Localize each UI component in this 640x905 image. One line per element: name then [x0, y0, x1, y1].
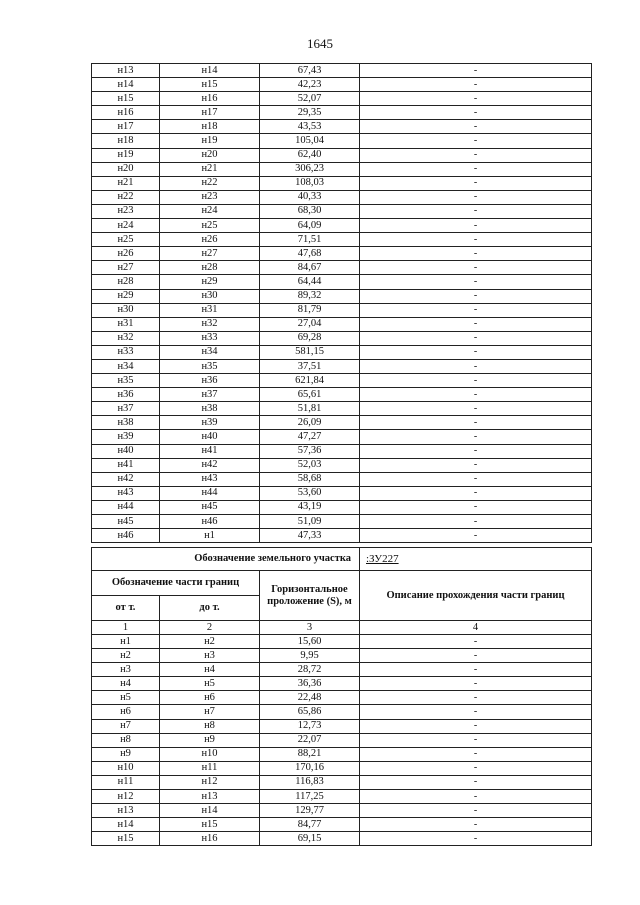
to-point-cell: н8 — [160, 719, 260, 733]
to-point-cell: н37 — [160, 388, 260, 402]
description-cell: - — [360, 649, 592, 663]
from-point-cell: н20 — [92, 162, 160, 176]
table-row — [92, 219, 592, 233]
distance-cell: 68,30 — [260, 204, 360, 218]
table-row — [92, 402, 592, 416]
table-row — [92, 691, 592, 705]
from-point-cell: н14 — [92, 818, 160, 832]
distance-cell: 170,16 — [260, 761, 360, 775]
table-row — [92, 444, 592, 458]
to-point-cell: н18 — [160, 120, 260, 134]
table-row — [92, 345, 592, 359]
description-cell: - — [360, 374, 592, 388]
description-cell: - — [360, 486, 592, 500]
distance-cell: 621,84 — [260, 374, 360, 388]
column-number: 4 — [360, 621, 592, 635]
to-point-cell: н38 — [160, 402, 260, 416]
description-cell: - — [360, 705, 592, 719]
distance-cell: 69,15 — [260, 832, 360, 846]
to-point-cell: н16 — [160, 832, 260, 846]
description-cell: - — [360, 233, 592, 247]
to-point-cell: н39 — [160, 416, 260, 430]
distance-cell: 37,51 — [260, 359, 360, 373]
from-point-cell: н6 — [92, 705, 160, 719]
from-point-cell: н12 — [92, 790, 160, 804]
distance-cell: 65,86 — [260, 705, 360, 719]
description-cell: - — [360, 500, 592, 514]
column-number-row — [92, 621, 592, 635]
from-point-cell: н13 — [92, 804, 160, 818]
table-row — [92, 775, 592, 789]
description-cell: - — [360, 204, 592, 218]
from-point-cell: н22 — [92, 190, 160, 204]
description-cell: - — [360, 719, 592, 733]
from-point-cell: н33 — [92, 345, 160, 359]
to-point-cell: н43 — [160, 472, 260, 486]
from-point-cell: н17 — [92, 120, 160, 134]
table-row — [92, 176, 592, 190]
from-point-cell: н28 — [92, 275, 160, 289]
from-point-cell: н42 — [92, 472, 160, 486]
table-row — [92, 529, 592, 543]
distance-cell: 58,68 — [260, 472, 360, 486]
from-point-cell: н31 — [92, 317, 160, 331]
to-point-cell: н40 — [160, 430, 260, 444]
table-row — [92, 303, 592, 317]
to-point-cell: н45 — [160, 500, 260, 514]
table-row — [92, 416, 592, 430]
distance-cell: 64,44 — [260, 275, 360, 289]
column-number: 1 — [92, 621, 160, 635]
from-point-cell: н7 — [92, 719, 160, 733]
description-cell: - — [360, 761, 592, 775]
distance-cell: 36,36 — [260, 677, 360, 691]
to-point-cell: н36 — [160, 374, 260, 388]
from-point-cell: н30 — [92, 303, 160, 317]
from-point-cell: н15 — [92, 832, 160, 846]
to-point-cell: н19 — [160, 134, 260, 148]
to-point-cell: н9 — [160, 733, 260, 747]
description-cell: - — [360, 176, 592, 190]
distance-cell: 116,83 — [260, 775, 360, 789]
table-row — [92, 458, 592, 472]
from-point-cell: н21 — [92, 176, 160, 190]
table-row — [92, 64, 592, 78]
from-point-cell: н8 — [92, 733, 160, 747]
boundary-table-continued-body — [92, 64, 592, 543]
table-row — [92, 705, 592, 719]
distance-cell: 42,23 — [260, 78, 360, 92]
to-point-cell: н25 — [160, 219, 260, 233]
description-cell: - — [360, 515, 592, 529]
to-point-cell: н27 — [160, 247, 260, 261]
description-cell: - — [360, 747, 592, 761]
from-point-cell: н23 — [92, 204, 160, 218]
to-point-cell: н29 — [160, 275, 260, 289]
table-row — [92, 733, 592, 747]
description-cell: - — [360, 92, 592, 106]
distance-cell: 71,51 — [260, 233, 360, 247]
distance-cell: 84,77 — [260, 818, 360, 832]
table-row — [92, 134, 592, 148]
to-point-cell: н16 — [160, 92, 260, 106]
distance-cell: 69,28 — [260, 331, 360, 345]
column-number: 3 — [260, 621, 360, 635]
to-point-header: до т. — [160, 596, 260, 621]
to-point-cell: н46 — [160, 515, 260, 529]
distance-cell: 22,07 — [260, 733, 360, 747]
description-cell: - — [360, 733, 592, 747]
from-point-cell: н11 — [92, 775, 160, 789]
table-row — [92, 317, 592, 331]
distance-cell: 105,04 — [260, 134, 360, 148]
distance-cell: 52,07 — [260, 92, 360, 106]
from-point-cell: н43 — [92, 486, 160, 500]
distance-cell: 88,21 — [260, 747, 360, 761]
to-point-cell: н15 — [160, 818, 260, 832]
description-cell: - — [360, 148, 592, 162]
distance-cell: 57,36 — [260, 444, 360, 458]
table-row — [92, 486, 592, 500]
from-point-cell: н24 — [92, 219, 160, 233]
table-row — [92, 663, 592, 677]
description-cell: - — [360, 303, 592, 317]
from-point-cell: н2 — [92, 649, 160, 663]
distance-cell: 67,43 — [260, 64, 360, 78]
description-cell: - — [360, 190, 592, 204]
to-point-cell: н14 — [160, 64, 260, 78]
distance-cell: 53,60 — [260, 486, 360, 500]
from-point-cell: н3 — [92, 663, 160, 677]
to-point-cell: н7 — [160, 705, 260, 719]
description-cell: - — [360, 162, 592, 176]
table-row — [92, 275, 592, 289]
distance-cell: 22,48 — [260, 691, 360, 705]
distance-cell: 15,60 — [260, 635, 360, 649]
from-point-cell: н1 — [92, 635, 160, 649]
distance-cell: 12,73 — [260, 719, 360, 733]
table-row — [92, 331, 592, 345]
table-row — [92, 106, 592, 120]
table-row — [92, 472, 592, 486]
to-point-cell: н20 — [160, 148, 260, 162]
description-cell: - — [360, 106, 592, 120]
description-cell: - — [360, 663, 592, 677]
distance-cell: 84,67 — [260, 261, 360, 275]
from-point-cell: н25 — [92, 233, 160, 247]
description-cell: - — [360, 120, 592, 134]
table-row — [92, 359, 592, 373]
distance-cell: 52,03 — [260, 458, 360, 472]
distance-cell: 47,68 — [260, 247, 360, 261]
description-cell: - — [360, 388, 592, 402]
description-cell: - — [360, 247, 592, 261]
table-row — [92, 832, 592, 846]
description-cell: - — [360, 775, 592, 789]
description-cell: - — [360, 529, 592, 543]
to-point-cell: н13 — [160, 790, 260, 804]
description-cell: - — [360, 261, 592, 275]
to-point-cell: н17 — [160, 106, 260, 120]
table-row — [92, 804, 592, 818]
table-row — [92, 233, 592, 247]
description-cell: - — [360, 64, 592, 78]
description-cell: - — [360, 458, 592, 472]
to-point-cell: н26 — [160, 233, 260, 247]
to-point-cell: н2 — [160, 635, 260, 649]
from-point-cell: н19 — [92, 148, 160, 162]
from-point-cell: н4 — [92, 677, 160, 691]
table-row — [92, 761, 592, 775]
table-row — [92, 120, 592, 134]
description-cell: - — [360, 430, 592, 444]
description-cell: - — [360, 677, 592, 691]
distance-cell: 47,27 — [260, 430, 360, 444]
header-row — [92, 571, 592, 596]
description-cell: - — [360, 345, 592, 359]
to-point-cell: н30 — [160, 289, 260, 303]
plot-designation-label: Обозначение земельного участка — [92, 548, 360, 571]
from-point-cell: н40 — [92, 444, 160, 458]
description-cell: - — [360, 219, 592, 233]
distance-cell: 43,19 — [260, 500, 360, 514]
description-cell: - — [360, 289, 592, 303]
to-point-cell: н14 — [160, 804, 260, 818]
table-row — [92, 247, 592, 261]
from-point-cell: н32 — [92, 331, 160, 345]
to-point-cell: н10 — [160, 747, 260, 761]
table-row — [92, 790, 592, 804]
distance-cell: 27,04 — [260, 317, 360, 331]
from-point-cell: н15 — [92, 92, 160, 106]
to-point-cell: н42 — [160, 458, 260, 472]
table-row — [92, 747, 592, 761]
table-row — [92, 78, 592, 92]
to-point-cell: н3 — [160, 649, 260, 663]
column-number: 2 — [160, 621, 260, 635]
from-point-cell: н35 — [92, 374, 160, 388]
table-row — [92, 92, 592, 106]
to-point-cell: н21 — [160, 162, 260, 176]
description-cell: - — [360, 691, 592, 705]
description-cell: - — [360, 804, 592, 818]
distance-cell: 108,03 — [260, 176, 360, 190]
distance-cell: 81,79 — [260, 303, 360, 317]
from-point-cell: н14 — [92, 78, 160, 92]
to-point-cell: н41 — [160, 444, 260, 458]
to-point-cell: н15 — [160, 78, 260, 92]
from-point-cell: н5 — [92, 691, 160, 705]
from-point-cell: н41 — [92, 458, 160, 472]
description-cell: - — [360, 832, 592, 846]
description-cell: - — [360, 416, 592, 430]
distance-cell: 9,95 — [260, 649, 360, 663]
distance-cell: 62,40 — [260, 148, 360, 162]
table-row — [92, 162, 592, 176]
from-point-cell: н18 — [92, 134, 160, 148]
table-row — [92, 190, 592, 204]
table-row — [92, 374, 592, 388]
from-point-cell: н39 — [92, 430, 160, 444]
to-point-cell: н31 — [160, 303, 260, 317]
boundary-table-continued — [91, 63, 592, 543]
to-point-cell: н28 — [160, 261, 260, 275]
from-point-cell: н26 — [92, 247, 160, 261]
distance-cell: 129,77 — [260, 804, 360, 818]
from-point-cell: н9 — [92, 747, 160, 761]
plot-designation-row — [92, 548, 592, 571]
horizontal-distance-header: Горизонтальное проложение (S), м — [260, 571, 360, 621]
distance-cell: 65,61 — [260, 388, 360, 402]
to-point-cell: н4 — [160, 663, 260, 677]
to-point-cell: н32 — [160, 317, 260, 331]
description-cell: - — [360, 331, 592, 345]
description-cell: - — [360, 359, 592, 373]
distance-cell: 89,32 — [260, 289, 360, 303]
distance-cell: 581,15 — [260, 345, 360, 359]
boundary-description-header: Описание прохождения части границ — [360, 571, 592, 621]
to-point-cell: н35 — [160, 359, 260, 373]
from-point-cell: н44 — [92, 500, 160, 514]
from-point-cell: н13 — [92, 64, 160, 78]
distance-cell: 43,53 — [260, 120, 360, 134]
to-point-cell: н22 — [160, 176, 260, 190]
boundary-table-zu227-body — [92, 548, 592, 846]
table-row — [92, 204, 592, 218]
description-cell: - — [360, 402, 592, 416]
table-row — [92, 430, 592, 444]
to-point-cell: н24 — [160, 204, 260, 218]
distance-cell: 51,81 — [260, 402, 360, 416]
to-point-cell: н1 — [160, 529, 260, 543]
table-row — [92, 719, 592, 733]
description-cell: - — [360, 635, 592, 649]
distance-cell: 40,33 — [260, 190, 360, 204]
page-number: 1645 — [307, 36, 333, 51]
table-row — [92, 649, 592, 663]
distance-cell: 64,09 — [260, 219, 360, 233]
table-row — [92, 818, 592, 832]
part-boundary-header: Обозначение части границ — [92, 571, 260, 596]
description-cell: - — [360, 472, 592, 486]
distance-cell: 306,23 — [260, 162, 360, 176]
table-row — [92, 388, 592, 402]
from-point-cell: н36 — [92, 388, 160, 402]
from-point-cell: н27 — [92, 261, 160, 275]
from-point-cell: н38 — [92, 416, 160, 430]
distance-cell: 29,35 — [260, 106, 360, 120]
to-point-cell: н5 — [160, 677, 260, 691]
table-row — [92, 515, 592, 529]
to-point-cell: н23 — [160, 190, 260, 204]
distance-cell: 117,25 — [260, 790, 360, 804]
from-point-cell: н16 — [92, 106, 160, 120]
description-cell: - — [360, 444, 592, 458]
description-cell: - — [360, 317, 592, 331]
distance-cell: 51,09 — [260, 515, 360, 529]
distance-cell: 47,33 — [260, 529, 360, 543]
from-point-cell: н10 — [92, 761, 160, 775]
to-point-cell: н11 — [160, 761, 260, 775]
to-point-cell: н34 — [160, 345, 260, 359]
to-point-cell: н6 — [160, 691, 260, 705]
description-cell: - — [360, 78, 592, 92]
table-row — [92, 261, 592, 275]
to-point-cell: н44 — [160, 486, 260, 500]
from-point-cell: н34 — [92, 359, 160, 373]
from-point-cell: н46 — [92, 529, 160, 543]
from-point-cell: н37 — [92, 402, 160, 416]
table-row — [92, 500, 592, 514]
to-point-cell: н12 — [160, 775, 260, 789]
table-row — [92, 635, 592, 649]
description-cell: - — [360, 818, 592, 832]
description-cell: - — [360, 790, 592, 804]
distance-cell: 28,72 — [260, 663, 360, 677]
description-cell: - — [360, 275, 592, 289]
description-cell: - — [360, 134, 592, 148]
from-point-cell: н45 — [92, 515, 160, 529]
table-row — [92, 289, 592, 303]
plot-designation-value: :ЗУ227 — [360, 548, 592, 571]
from-point-header: от т. — [92, 596, 160, 621]
table-row — [92, 677, 592, 691]
boundary-table-zu227 — [91, 547, 592, 846]
to-point-cell: н33 — [160, 331, 260, 345]
distance-cell: 26,09 — [260, 416, 360, 430]
table-row — [92, 148, 592, 162]
from-point-cell: н29 — [92, 289, 160, 303]
